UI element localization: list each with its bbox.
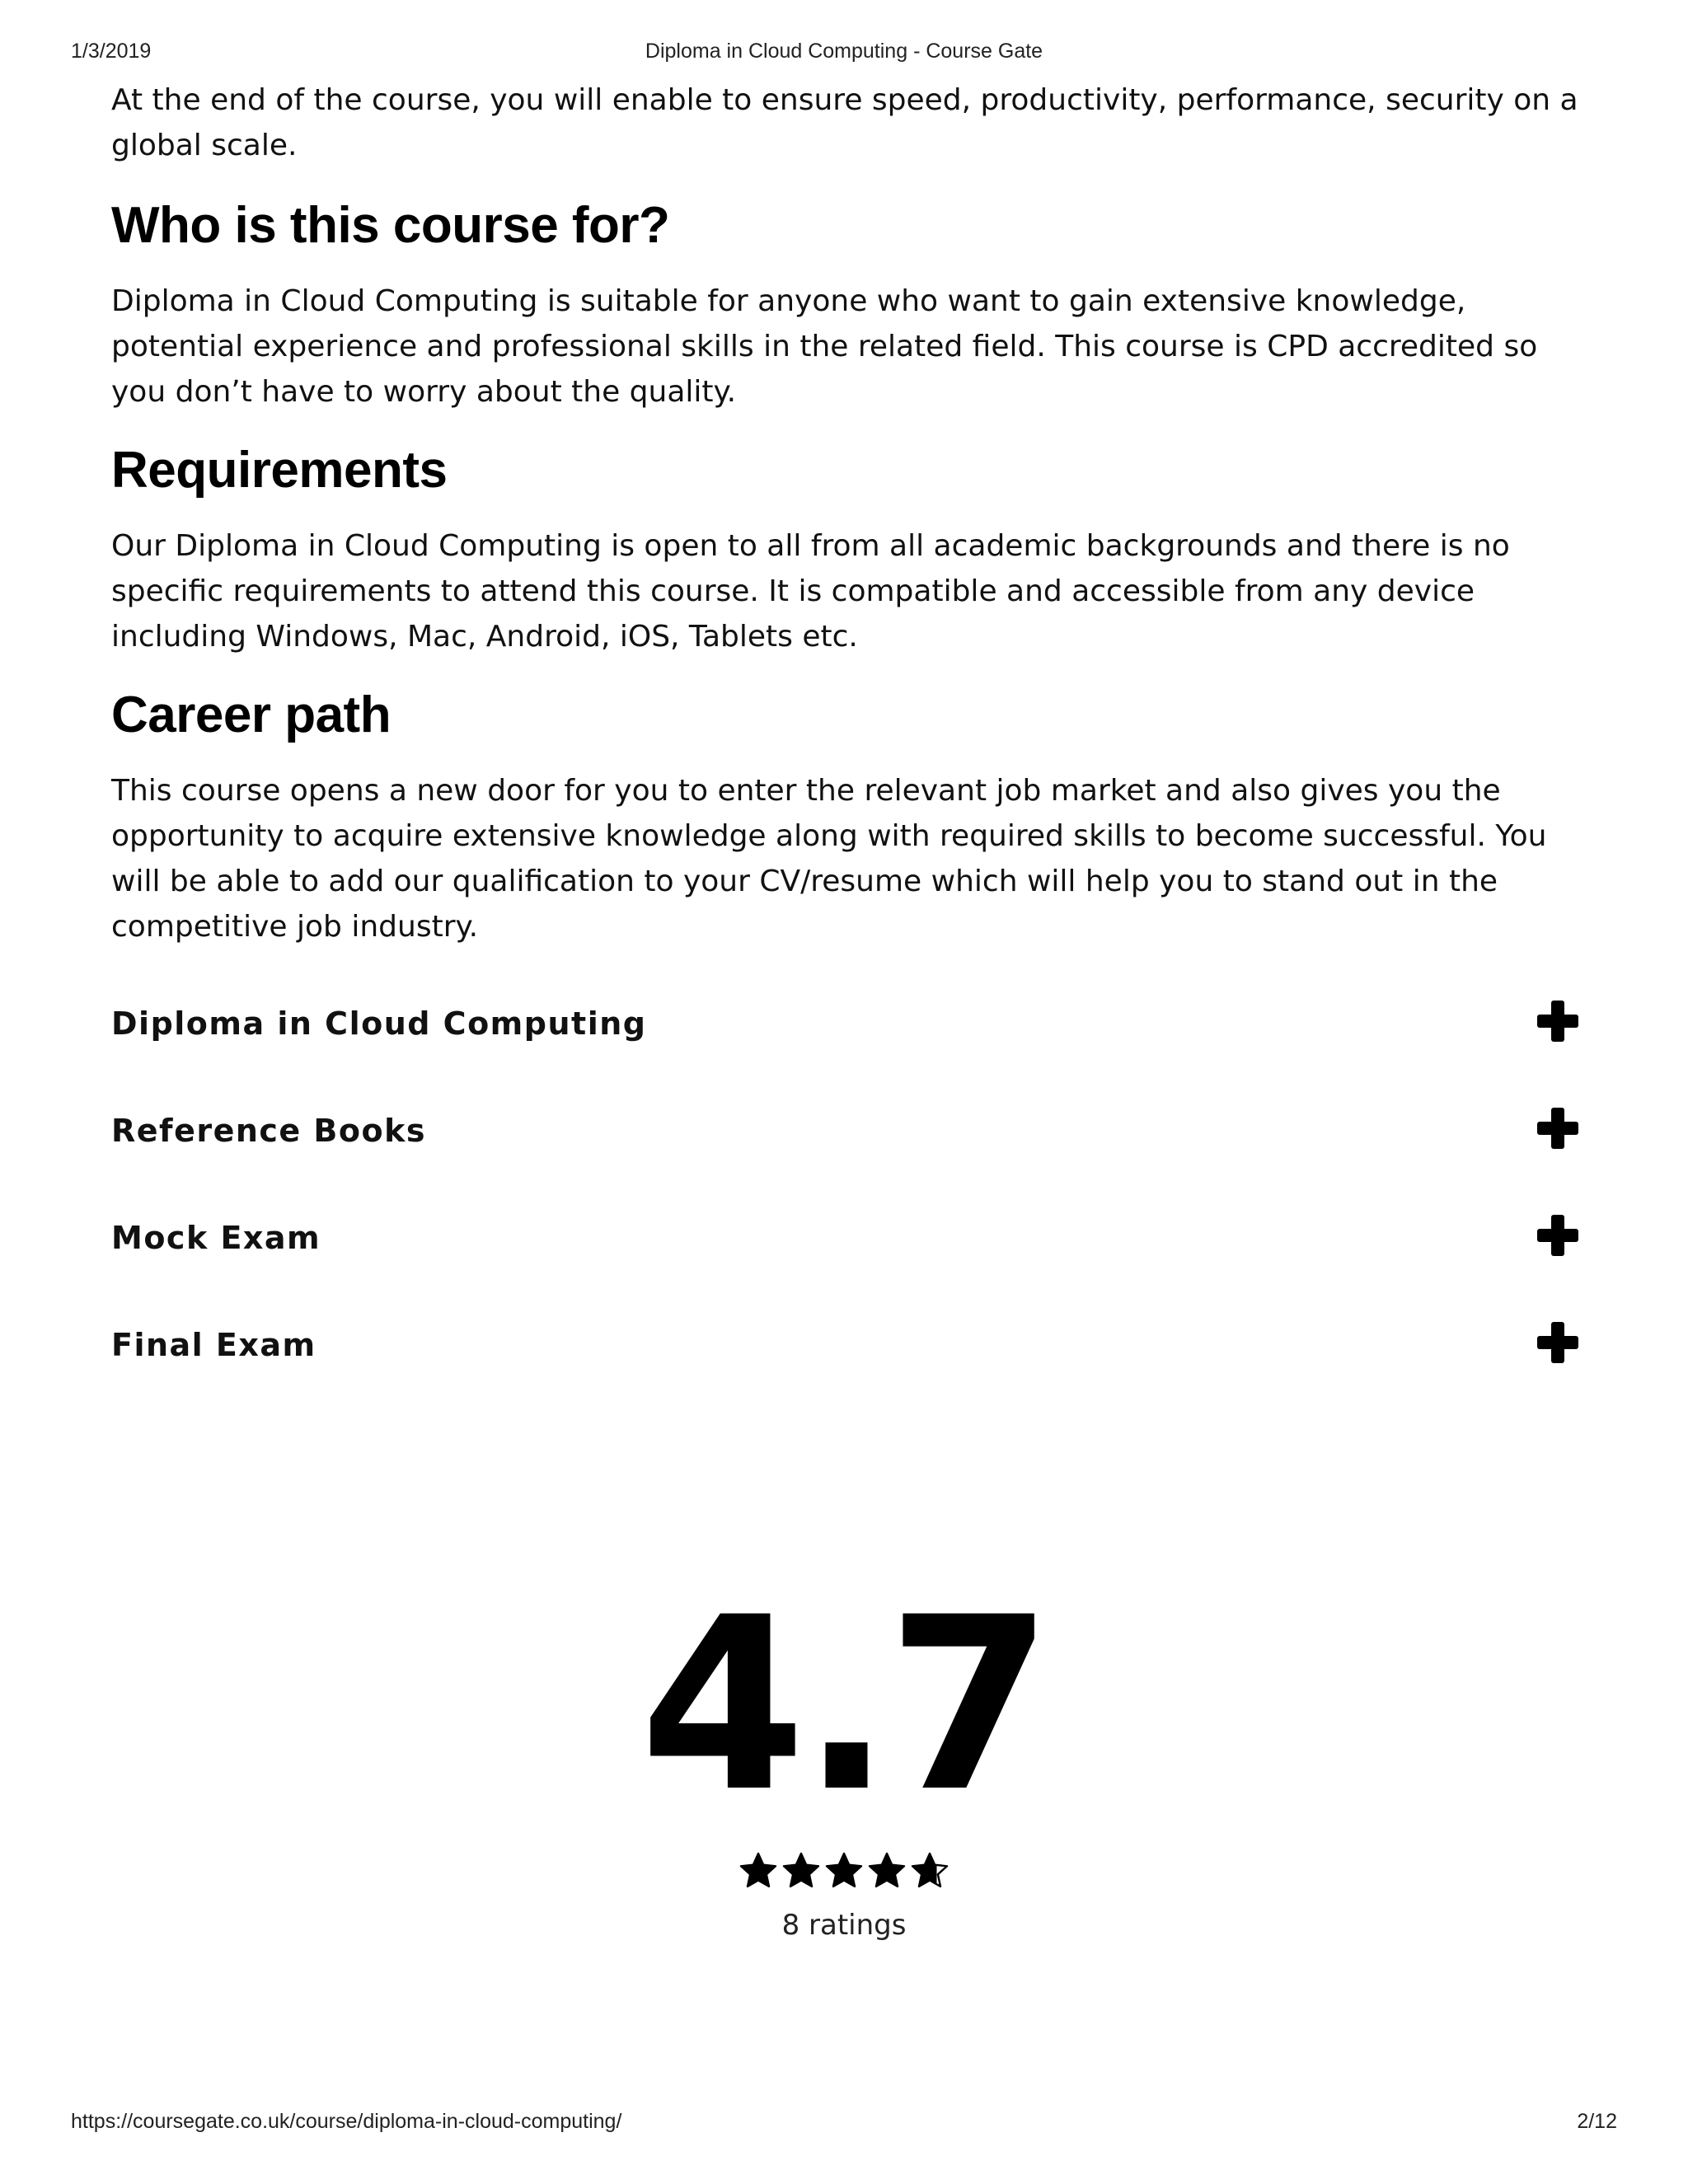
who-is-this-for-paragraph: Diploma in Cloud Computing is suitable for anyone who want to gain extensive knowledge, potential experience and professional skills in the related field. This course is CPD accredited so you don’t have to worry about the quality.: [111, 284, 1538, 409]
curriculum-accordion: [111, 997, 1578, 1426]
plus-icon[interactable]: [1537, 1001, 1578, 1042]
heading-career-path: Career path: [111, 687, 392, 743]
accordion-label[interactable]: Diploma in Cloud Computing: [111, 1005, 647, 1042]
page-url: https://coursegate.co.uk/course/diploma-in-cloud-computing/: [71, 2110, 622, 2133]
requirements-paragraph: Our Diploma in Cloud Computing is open to all from all academic backgrounds and there is no specific requirements to attend this course. It is compatible and accessible from any device including Windows, Mac, Android, iOS, Tablets etc.: [111, 529, 1510, 654]
plus-icon[interactable]: [1537, 1108, 1578, 1149]
star-icon: [781, 1851, 821, 1891]
accordion-item-final-exam[interactable]: [111, 1319, 1578, 1426]
accordion-label[interactable]: Reference Books: [111, 1113, 426, 1149]
print-header: [71, 40, 1617, 69]
accordion-label[interactable]: Mock Exam: [111, 1220, 321, 1256]
star-icon: [910, 1851, 950, 1891]
heading-who-is-this-for: Who is this course for?: [111, 197, 670, 254]
course-rating: [0, 1567, 1688, 1942]
plus-icon[interactable]: [1537, 1322, 1578, 1363]
page-number: 2/12: [1577, 2110, 1617, 2133]
rating-value: 4.7: [640, 1567, 1048, 1844]
accordion-item-reference-books[interactable]: [111, 1104, 1578, 1212]
star-icon: [867, 1851, 907, 1891]
star-icon: [824, 1851, 864, 1891]
course-description: [111, 77, 1587, 949]
accordion-label[interactable]: Final Exam: [111, 1327, 316, 1363]
star-icon: [738, 1851, 778, 1891]
rating-count: 8 ratings: [781, 1909, 907, 1942]
career-path-paragraph: This course opens a new door for you to enter the relevant job market and also gives you the opportunity to acquire extensive knowledge along with required skills to become successful. You will be able to add our qualification to your CV/resume which will help you to stand out in the competitive job industry.: [111, 774, 1547, 944]
plus-icon[interactable]: [1537, 1215, 1578, 1256]
print-footer: [71, 2110, 1617, 2139]
intro-paragraph: At the end of the course, you will enable to ensure speed, productivity, performance, security on a global scale.: [111, 83, 1578, 162]
star-rating: [0, 1851, 1688, 1900]
accordion-item-mock-exam[interactable]: [111, 1212, 1578, 1319]
heading-requirements: Requirements: [111, 442, 448, 499]
document-title: Diploma in Cloud Computing - Course Gate: [645, 40, 1043, 63]
accordion-item-diploma[interactable]: [111, 997, 1578, 1104]
print-date: 1/3/2019: [71, 40, 152, 63]
